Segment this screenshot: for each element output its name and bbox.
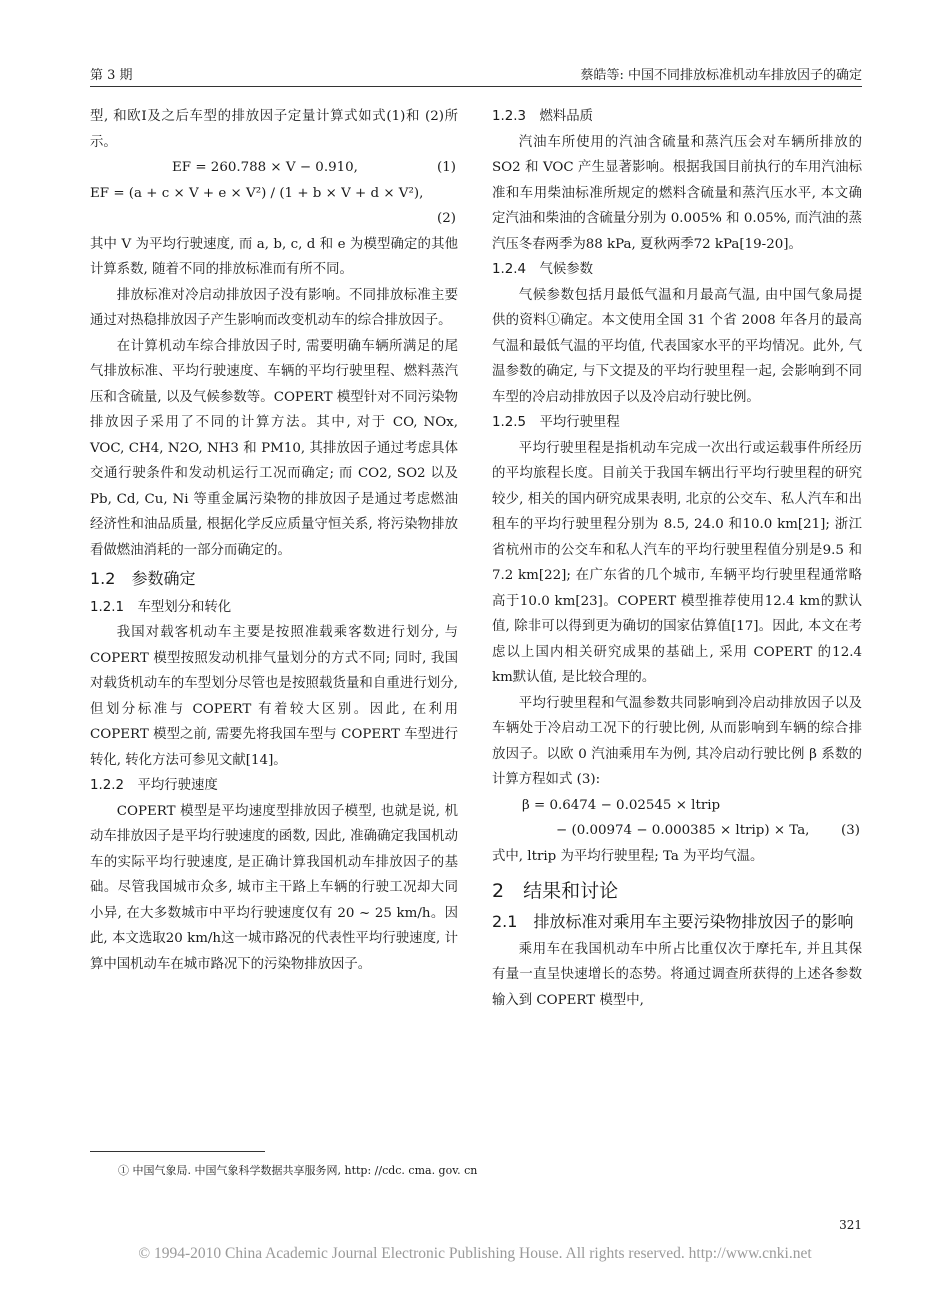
right-column xyxy=(492,104,862,1013)
paragraph-variable-definitions: 其中 V 为平均行驶速度, 而 a, b, c, d 和 e 为模型确定的其他计算系数, 随着不同的排放标准而有所不同。 xyxy=(90,236,458,277)
section-heading-1-2-3: 1.2.3 燃料品质 xyxy=(492,109,594,124)
page-number: 321 xyxy=(839,1218,862,1232)
paragraph-continuation: 型, 和欧Ⅰ及之后车型的排放因子定量计算式如式(1)和 (2)所示。 xyxy=(90,109,458,150)
section-heading-1-2-2: 1.2.2 平均行驶速度 xyxy=(90,778,218,793)
paragraph-climate: 气候参数包括月最低气温和月最高气温, 由中国气象局提供的资料①确定。本文使用全国 31 个省 2008 年各月的最高气温和最低气温的平均值, 代表国家水平的平均情况。此外, 气温参数的确定, 与下文提及的平均行驶里程一起, 会影响到不同车型的冷启动排放因子以及冷启动行驶比例。 xyxy=(492,287,862,405)
copyright-watermark: © 1994-2010 China Academic Journal Electronic Publishing House. All rights reserved. http://www.cnki.net xyxy=(138,1245,812,1262)
section-heading-1-2-4: 1.2.4 气候参数 xyxy=(492,262,594,277)
left-column xyxy=(90,104,458,977)
paragraph-calculation-methods: 在计算机动车综合排放因子时, 需要明确车辆所满足的尾气排放标准、平均行驶速度、车辆的平均行驶里程、燃料蒸汽压和含硫量, 以及气候参数等。COPERT 模型针对不同污染物排放因子采用了不同的计算方法。其中, 对于 CO, NOx, VOC, CH4, N2O, NH3 和 PM10, 其排放因子通过考虑具体交通行驶条件和发动机运行工况而确定; 而 CO2, SO2 以及 Pb, Cd, Cu, Ni 等重金属污染物的排放因子是通过考虑燃油经济性和油品质量, 根据化学反应质量守恒关系, 将污染物排放看做燃油消耗的一部分而确定的。 xyxy=(90,338,458,558)
equation-2-number: (2) xyxy=(437,211,456,226)
header-rule xyxy=(90,86,862,87)
equation-3a-text: β = 0.6474 − 0.02545 × ltrip xyxy=(522,797,721,813)
section-heading-2-1: 2.1 排放标准对乘用车主要污染物排放因子的影响 xyxy=(492,911,854,931)
section-heading-1-2-1: 1.2.1 车型划分和转化 xyxy=(90,599,232,615)
running-header-issue: 第 3 期 xyxy=(90,68,133,83)
equation-1 xyxy=(90,155,458,181)
paragraph-vehicle-classification: 我国对载客机动车主要是按照准载乘客数进行划分, 与 COPERT 模型按照发动机排气量划分的方式不同; 同时, 我国对载货机动车的车型划分尽管也是按照载货量和自重进行划分, 但划分标准与 COPERT 有着较大区别。因此, 在利用 COPERT 模型之前, 需要先将我国车型与 COPERT 车型进行转化, 转化方法可参见文献[14]。 xyxy=(90,625,458,768)
footnote: ① 中国气象局. 中国气象科学数据共享服务网, http: //cdc. cma. gov. cn xyxy=(118,1164,478,1177)
section-heading-2: 2 结果和讨论 xyxy=(492,880,619,902)
equation-2 xyxy=(90,181,458,207)
equation-3-line-2 xyxy=(492,818,862,844)
paragraph-average-speed: COPERT 模型是平均速度型排放因子模型, 也就是说, 机动车排放因子是平均行驶速度的函数, 因此, 准确确定我国机动车的实际平均行驶速度, 是正确计算我国机动车排放因子的基础。尽管我国城市众多, 城市主干路上车辆的行驶工况却大同小异, 在大多数城市中平均行驶速度仅有 20 ~ 25 km/h。因此, 本文选取20 km/h这一城市路况的代表性平均行驶速度, 计算中国机动车在城市路况下的污染物排放因子。 xyxy=(90,803,458,972)
equation-2-text: EF = (a + c × V + e × V²) / (1 + b × V + d × V²), xyxy=(90,185,424,201)
paragraph-equation-3-definitions: 式中, ltrip 为平均行驶里程; Ta 为平均气温。 xyxy=(492,848,764,864)
equation-2-number-line xyxy=(90,206,458,232)
paragraph-fuel-quality: 汽油车所使用的汽油含硫量和蒸汽压会对车辆所排放的 SO2 和 VOC 产生显著影响。根据我国目前执行的车用汽油标准和车用柴油标准所规定的燃料含硫量和蒸汽压水平, 本文确定汽油和柴油的含硫量分别为 0.005% 和 0.05%, 而汽油的蒸汽压冬春两季为88 kPa, 夏秋两季72 kPa[19-20]。 xyxy=(492,134,862,252)
paragraph-trip-length: 平均行驶里程是指机动车完成一次出行或运载事件所经历的平均旅程长度。目前关于我国车辆出行平均行驶里程的研究较少, 相关的国内研究成果表明, 北京的公交车、私人汽车和出租车的平均行驶里程分别为 8.5, 24.0 和10.0 km[21]; 浙江省杭州市的公交车和私人汽车的平均行驶里程值分别是9.5 和7.2 km[22]; 在广东省的几个城市, 车辆平均行驶里程通常略高于10.0 km[23]。COPERT 模型推荐使用12.4 km的默认值, 除非可以得到更为确切的国家估算值[17]。因此, 本文在考虑以上国内相关研究成果的基础上, 采用 COPERT 的12.4 km默认值, 是比较合理的。 xyxy=(492,440,862,685)
equation-3-line-1 xyxy=(492,793,862,819)
paragraph-passenger-cars: 乘用车在我国机动车中所占比重仅次于摩托车, 并且其保有量一直呈快速增长的态势。将通过调查所获得的上述各参数输入到 COPERT 模型中, xyxy=(492,941,862,1008)
section-heading-1-2-5: 1.2.5 平均行驶里程 xyxy=(492,415,620,430)
equation-3-number: (3) xyxy=(841,823,860,838)
paragraph-beta-intro: 平均行驶里程和气温参数共同影响到冷启动排放因子以及车辆处于冷启动工况下的行驶比例, 从而影响到车辆的综合排放因子。以欧 0 汽油乘用车为例, 其冷启动行驶比例 β 系数的计算方程如式 (3): xyxy=(492,695,862,787)
equation-3b-text: − (0.00974 − 0.000385 × ltrip) × Ta, xyxy=(556,823,810,838)
footnote-rule xyxy=(90,1151,265,1152)
running-header-title: 蔡皓等: 中国不同排放标准机动车排放因子的确定 xyxy=(580,68,862,83)
equation-1-number: (1) xyxy=(437,160,456,175)
equation-1-text: EF = 260.788 × V − 0.910, xyxy=(172,160,358,175)
paragraph-cold-start: 排放标准对冷启动排放因子没有影响。不同排放标准主要通过对热稳排放因子产生影响而改变机动车的综合排放因子。 xyxy=(90,287,458,328)
section-heading-1-2: 1.2 参数确定 xyxy=(90,569,196,588)
